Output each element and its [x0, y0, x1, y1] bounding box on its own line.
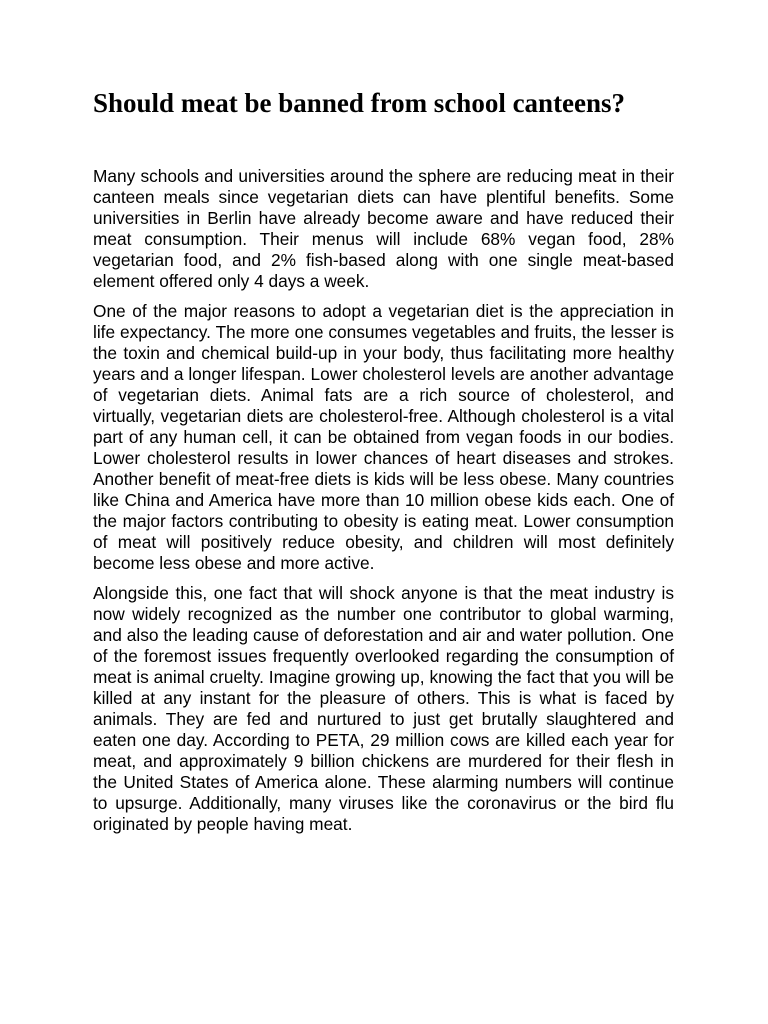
document-title: Should meat be banned from school canteens?: [93, 88, 626, 118]
paragraph-health-benefits: One of the major reasons to adopt a vegetarian diet is the appreciation in life expectancy. The more one consumes vegetables and fruits, the lesser is the toxin and chemical build-up in your body, thus facilitating more healthy years and a longer lifespan. Lower cholesterol levels are another advantage of vegetarian diets. Animal fats are a rich source of cholesterol, and virtually, vegetarian diets are cholesterol-free. Although cholesterol is a vital part of any human cell, it can be obtained from vegan foods in our bodies. Lower cholesterol results in lower chances of heart diseases and strokes. Another benefit of meat-free diets is kids will be less obese. Many countries like China and America have more than 10 million obese kids each. One of the major factors contributing to obesity is eating meat. Lower consumption of meat will positively reduce obesity, and children will most definitely become less obese and more active.: [93, 301, 674, 573]
paragraph-intro: Many schools and universities around the sphere are reducing meat in their canteen meals since vegetarian diets can have plentiful benefits. Some universities in Berlin have already become aware and have reduced their meat consumption. Their menus will include 68% vegan food, 28% vegetarian food, and 2% fish-based along with one single meat-based element offered only 4 days a week.: [93, 166, 674, 291]
document-body: [93, 86, 674, 844]
paragraph-environment-cruelty: Alongside this, one fact that will shock anyone is that the meat industry is now widely recognized as the number one contributor to global warming, and also the leading cause of deforestation and air and water pollution. One of the foremost issues frequently overlooked regarding the consumption of meat is animal cruelty. Imagine growing up, knowing the fact that you will be killed at any instant for the pleasure of others. This is what is faced by animals. They are fed and nurtured to just get brutally slaughtered and eaten one day. According to PETA, 29 million cows are killed each year for meat, and approximately 9 billion chickens are murdered for their flesh in the United States of America alone. These alarming numbers will continue to upsurge. Additionally, many viruses like the coronavirus or the bird flu originated by people having meat.: [93, 583, 674, 834]
